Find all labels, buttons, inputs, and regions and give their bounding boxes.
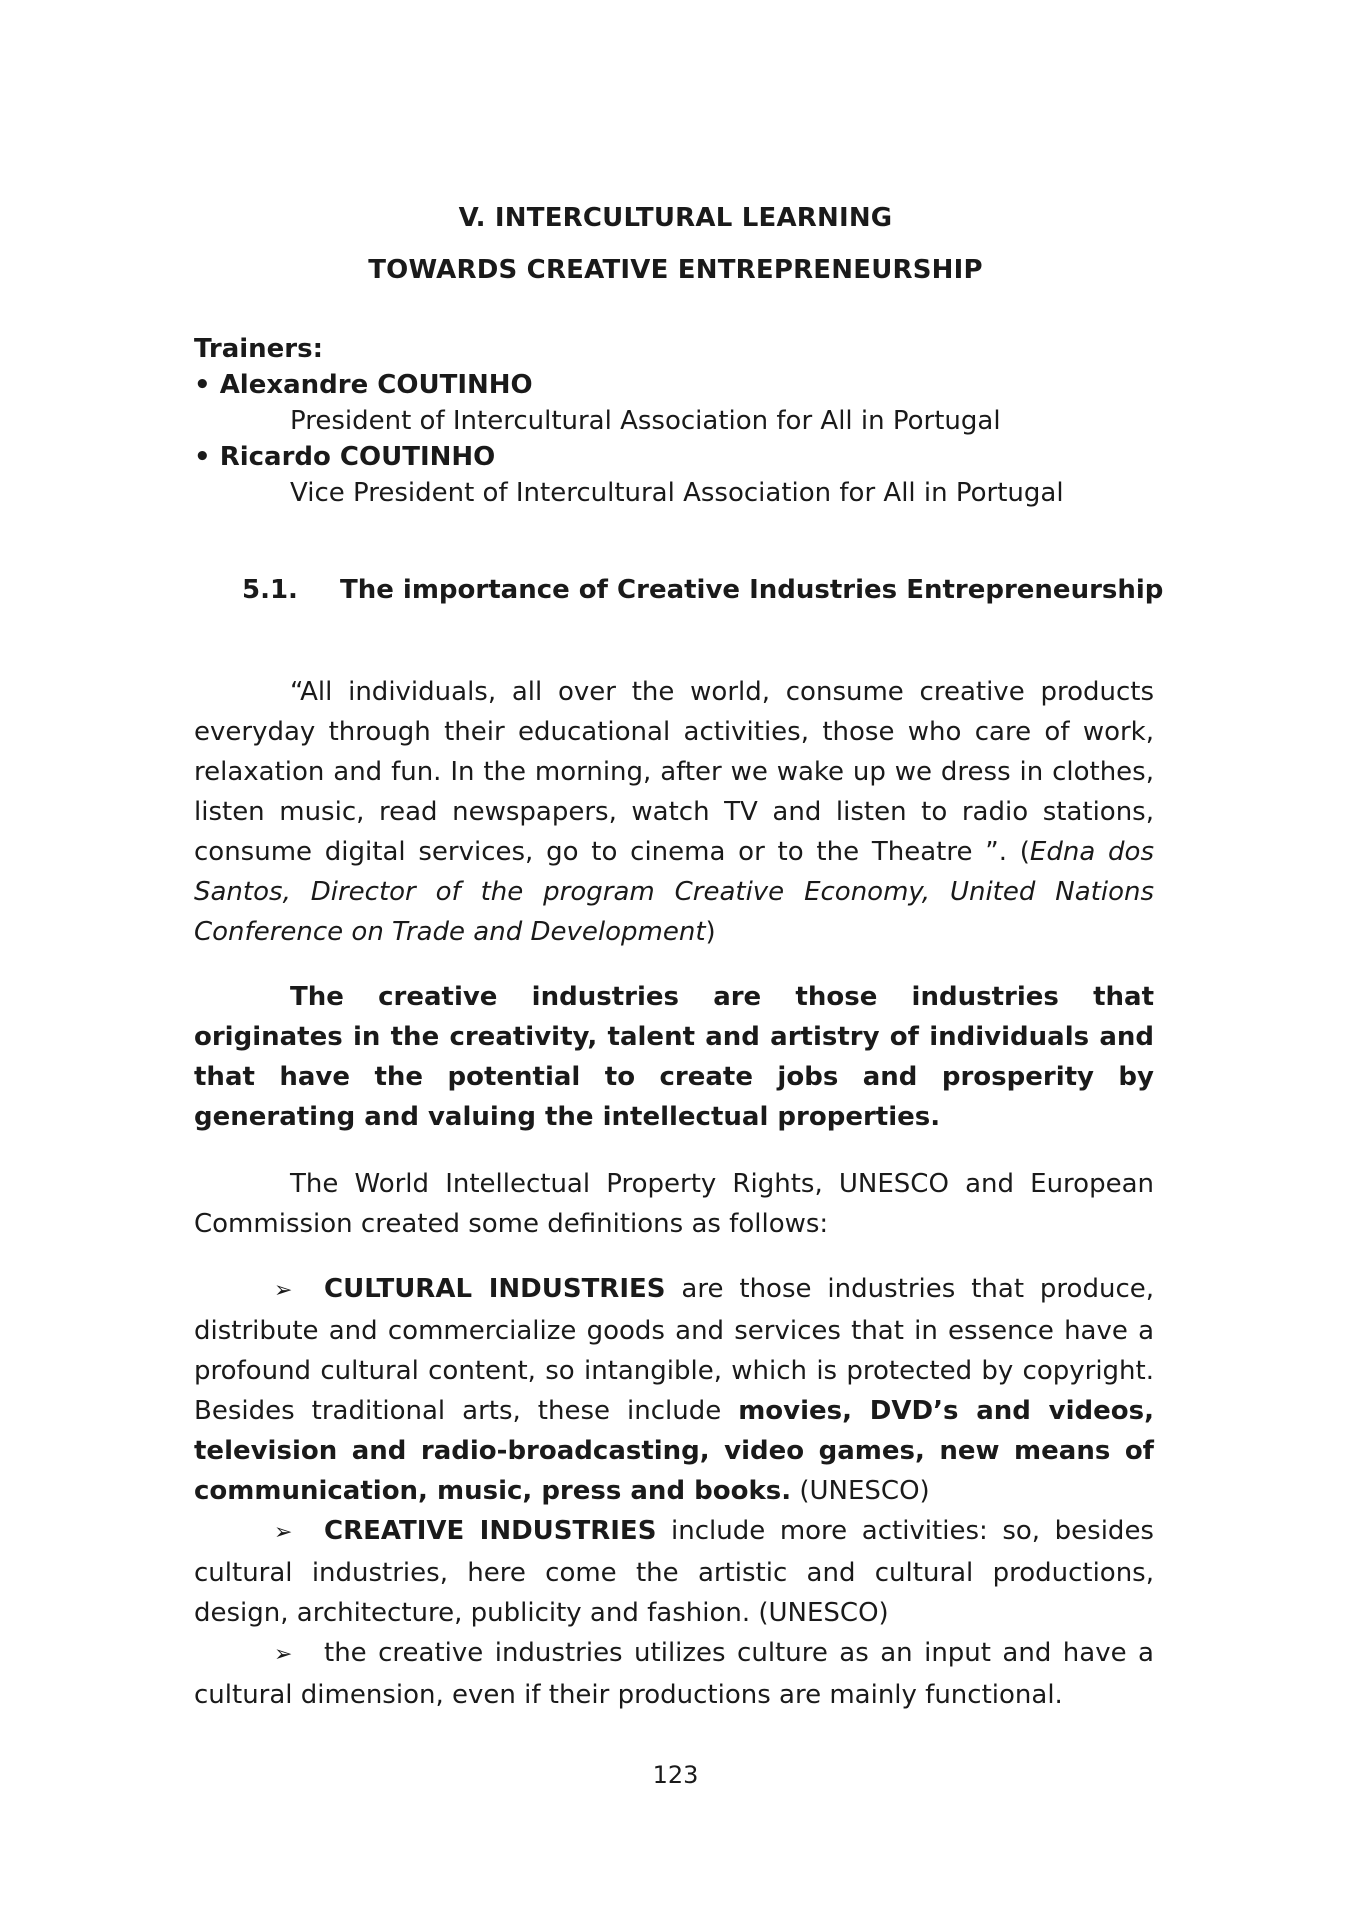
trainer-name <box>194 439 1154 475</box>
trainer-role: President of Intercultural Association for All in Portugal <box>290 406 1001 436</box>
list-item-bold-text: movies, DVD’s and videos, television and radio-broadcasting, video games, new means of communication, music, press and books. <box>194 1396 1154 1506</box>
trainers-label: Trainers: <box>194 334 323 364</box>
page-number: 123 <box>652 1761 699 1789</box>
section-heading <box>242 570 1163 610</box>
chapter-title-line2: TOWARDS CREATIVE ENTREPRENEURSHIP <box>368 255 983 285</box>
intro-paragraph <box>194 1164 1154 1244</box>
quote-text: “All individuals, all over the world, consume creative products everyday through their educational activities, those who care of work, relaxation and fun. In the morning, after we wake up we dress in clothes, listen music, read newspapers, watch TV and listen to radio stations, consume digital services, go to cinema or to the Theatre ”. <box>194 677 1154 867</box>
trainer-name-text: Ricardo COUTINHO <box>219 442 496 472</box>
trainer-name <box>194 367 1154 403</box>
list-item <box>194 1269 1154 1511</box>
quote-attribution: Edna dos Santos, Director of the program Creative Economy, United Nations Conference on Trade and Development <box>194 837 1154 947</box>
bullet: • <box>194 442 211 472</box>
list-item-text: (UNESCO) <box>791 1476 930 1506</box>
trainers-block <box>194 331 1154 511</box>
list-item-text: the creative industries utilizes culture as an input and have a cultural dimension, even if their productions are mainly functional. <box>194 1638 1154 1710</box>
arrow-bullet-icon: ➢ <box>274 1642 293 1667</box>
arrow-bullet-icon: ➢ <box>274 1278 293 1303</box>
list-item <box>194 1511 1154 1633</box>
list-item-text: include more activities: so, besides cultural industries, here come the artistic and cultural productions, design, architecture, publicity and fashion. (UNESCO) <box>194 1516 1154 1628</box>
paren-close: ) <box>705 917 716 947</box>
section-number: 5.1. <box>242 575 298 605</box>
definition-paragraph <box>194 977 1154 1137</box>
section-title: The importance of Creative Industries Entrepreneurship <box>340 575 1164 605</box>
list-item-term: CULTURAL INDUSTRIES <box>324 1274 666 1304</box>
bullet: • <box>194 370 211 400</box>
list-item-text: are those industries that produce, distribute and commercialize goods and services that in essence have a profound cultural content, so intangible, which is protected by copyright. Besides traditional arts, these include <box>194 1274 1154 1426</box>
intro-text: The World Intellectual Property Rights, UNESCO and European Commission created some definitions as follows: <box>194 1169 1154 1239</box>
list-item-term: CREATIVE INDUSTRIES <box>324 1516 657 1546</box>
chapter-title-line1: V. INTERCULTURAL LEARNING <box>458 203 893 233</box>
quote-paragraph <box>194 672 1154 952</box>
list-item <box>194 1633 1154 1715</box>
trainer-role: Vice President of Intercultural Association for All in Portugal <box>290 478 1064 508</box>
definitions-list <box>194 1269 1154 1715</box>
definition-text: The creative industries are those industries that originates in the creativity, talent and artistry of individuals and that have the potential to create jobs and prosperity by generating and valuing the intellectual properties. <box>194 982 1154 1132</box>
paren-open: ( <box>1019 837 1030 867</box>
arrow-bullet-icon: ➢ <box>274 1520 293 1545</box>
trainer-name-text: Alexandre COUTINHO <box>219 370 533 400</box>
chapter-title <box>0 192 1351 296</box>
